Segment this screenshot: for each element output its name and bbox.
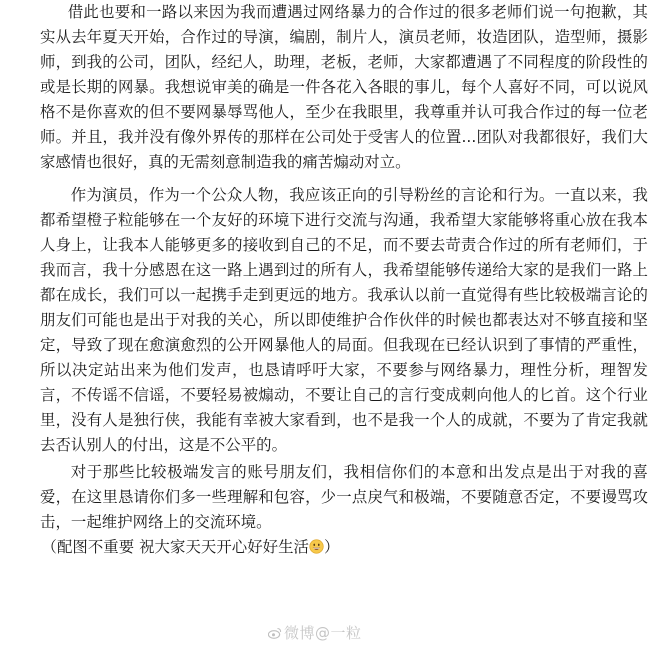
grinning-face-emoji — [309, 539, 324, 554]
closing-note — [40, 535, 648, 560]
paragraph-extreme-accounts: 对于那些比较极端发言的账号朋友们，我相信你们的本意和出发点是出于对我的喜爱，在这里恳请你们多一些理解和包容，少一点戾气和极端，不要随意否定，不要谩骂攻击，一起维护网络上的交流环境。 — [40, 463, 648, 531]
closing-note-text: （配图不重要 祝大家天天开心好好生活 — [41, 538, 309, 556]
paragraph-public-figure: 作为演员，作为一个公众人物，我应该正向的引导粉丝的言论和行为。一直以来，我都希望橙子粒能够在一个友好的环境下进行交流与沟通，我希望大家能够将重心放在我本人身上，让我本人能够更多的接收到自己的不足，而不要去苛责合作过的所有老师们，于我而言，我十分感恩在这一路上遇到过的所有人，我希望能够传递给大家的是我们一路上都在成长，我们可以一起携手走到更远的地方。我承认以前一直觉得有些比较极端言论的朋友们可能也是出于对我的关心，所以即使维护合作伙伴的时候也都表达对不够直接和坚定，导致了现在愈演愈烈的公开网暴他人的局面。但我现在已经认识到了事情的严重性，所以决定站出来为他们发声，也恳请呼吁大家，不要参与网络暴力，理性分析，理智发言，不传谣不信谣，不要轻易被煽动，不要让自己的言行变成刺向他人的匕首。这个行业里，没有人是独行侠，我能有幸被大家看到，也不是我一个人的成就，不要为了肯定我就去否认别人的付出，这是不公平的。 — [40, 186, 648, 454]
document-body — [40, 0, 648, 560]
watermark-text: 微博@一粒 — [284, 624, 362, 642]
closing-note-end: ） — [323, 538, 340, 556]
weibo-watermark — [268, 622, 362, 643]
weibo-logo-icon — [268, 627, 282, 639]
paragraph-apology: 借此也要和一路以来因为我而遭遇过网络暴力的合作过的很多老师们说一句抱歉，其实从去年夏天开始，合作过的导演，编剧，制片人，演员老师，妆造团队，造型师，摄影师，到我的公司，团队，经纪人，助理，老板，老师，大家都遭遇了不同程度的阶段性的或是长期的网暴。我想说审美的确是一件各花入各眼的事儿，每个人喜好不同，可以说风格不是你喜欢的但不要网暴辱骂他人，至少在我眼里，我尊重并认可我合作过的每一位老师。并且，我并没有像外界传的那样在公司处于受害人的位置...团队对我都很好，我们大家感情也很好，真的无需刻意制造我的痛苦煽动对立。 — [40, 3, 648, 171]
